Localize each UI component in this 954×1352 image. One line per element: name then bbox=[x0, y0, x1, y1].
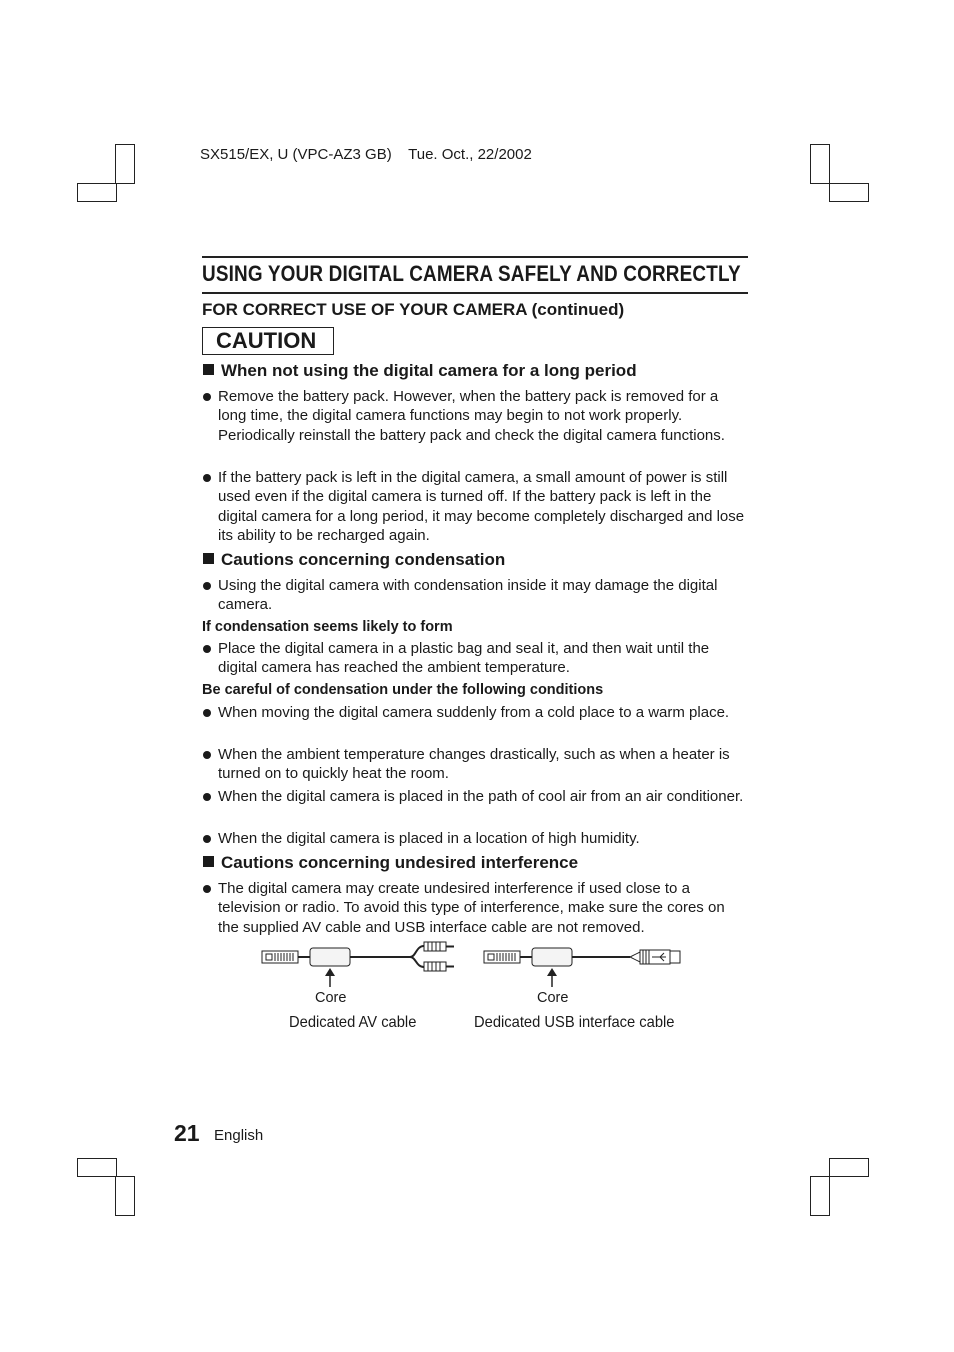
bullet-item bbox=[203, 639, 748, 678]
bullet-text: When the ambient temperature changes drastically, such as when a heater is turned on to quickly heat the room. bbox=[218, 746, 730, 783]
usb-cable-caption: Dedicated USB interface cable bbox=[474, 1014, 675, 1031]
bullet-dot-icon bbox=[203, 709, 211, 717]
document-reference: SX515/EX, U (VPC-AZ3 GB) Tue. Oct., 22/2002 bbox=[200, 146, 532, 163]
crop-mark-top-left-horizontal bbox=[77, 183, 117, 202]
bullet-item bbox=[203, 745, 748, 784]
bullet-dot-icon bbox=[203, 793, 211, 801]
bullet-text: If the battery pack is left in the digital camera, a small amount of power is still used even if the digital camera is turned off. If the battery pack is left in the digital camera for a long period, it may become completely discharged and lose its ability to be recharged again. bbox=[218, 469, 745, 545]
bullet-dot-icon bbox=[203, 885, 211, 893]
av-cable-illustration bbox=[258, 940, 464, 990]
bullet-dot-icon bbox=[203, 835, 211, 843]
bullet-item bbox=[203, 787, 748, 806]
crop-mark-top-left-vertical bbox=[115, 144, 135, 184]
av-core-icon bbox=[310, 948, 350, 966]
crop-mark-top-right-horizontal bbox=[829, 183, 869, 202]
subheading-condensation-likely: If condensation seems likely to form bbox=[202, 619, 453, 635]
crop-mark-bottom-left-horizontal bbox=[77, 1158, 117, 1177]
bullet-item bbox=[203, 576, 748, 615]
square-bullet-icon bbox=[203, 553, 214, 564]
rca-plug-icon bbox=[424, 962, 446, 971]
bullet-text: Place the digital camera in a plastic bag and seal it, and then wait until the digital camera has reached the ambient temperature. bbox=[218, 640, 710, 677]
heading-interference bbox=[203, 853, 578, 873]
bullet-dot-icon bbox=[203, 645, 211, 653]
bullet-dot-icon bbox=[203, 474, 211, 482]
bullet-item bbox=[203, 468, 748, 546]
usb-core-icon bbox=[532, 948, 572, 966]
bullet-dot-icon bbox=[203, 582, 211, 590]
arrow-up-icon bbox=[547, 968, 557, 976]
heading-long-period bbox=[203, 361, 637, 381]
heading-text: Cautions concerning condensation bbox=[221, 550, 506, 569]
heading-text: When not using the digital camera for a long period bbox=[221, 361, 637, 380]
square-bullet-icon bbox=[203, 364, 214, 375]
language-label: English bbox=[214, 1127, 264, 1144]
crop-mark-bottom-right-vertical bbox=[810, 1176, 830, 1216]
bullet-text: The digital camera may create undesired interference if used close to a television or radio. To avoid this type of interference, make sure the cores on the supplied AV cable and USB interface cable are not removed. bbox=[218, 880, 725, 936]
title-bottom-rule bbox=[202, 292, 748, 294]
title-top-rule bbox=[202, 256, 748, 258]
bullet-dot-icon bbox=[203, 751, 211, 759]
page-number: 21 bbox=[174, 1120, 200, 1146]
av-core-label: Core bbox=[315, 990, 347, 1006]
subheading-condensation-conditions: Be careful of condensation under the following conditions bbox=[202, 682, 604, 698]
crop-mark-bottom-left-vertical bbox=[115, 1176, 135, 1216]
caution-box: CAUTION bbox=[202, 327, 334, 355]
bullet-text: Using the digital camera with condensation inside it may damage the digital camera. bbox=[218, 577, 718, 614]
bullet-item bbox=[203, 829, 748, 848]
usb-core-label: Core bbox=[537, 990, 569, 1006]
page-title: USING YOUR DIGITAL CAMERA SAFELY AND CORRECTLY bbox=[202, 261, 741, 286]
bullet-dot-icon bbox=[203, 393, 211, 401]
square-bullet-icon bbox=[203, 856, 214, 867]
bullet-text: When moving the digital camera suddenly from a cold place to a warm place. bbox=[218, 704, 730, 721]
arrow-up-icon bbox=[325, 968, 335, 976]
usb-cable-illustration bbox=[480, 940, 686, 990]
crop-mark-bottom-right-horizontal bbox=[829, 1158, 869, 1177]
bullet-item bbox=[203, 879, 748, 937]
bullet-text: When the digital camera is placed in the path of cool air from an air conditioner. bbox=[218, 788, 744, 805]
bullet-text: Remove the battery pack. However, when the battery pack is removed for a long time, the digital camera functions may begin to not work properly. Periodically reinstall the battery pack and check the digital camera functions. bbox=[218, 388, 725, 444]
heading-text: Cautions concerning undesired interference bbox=[221, 853, 579, 872]
bullet-item bbox=[203, 387, 748, 445]
section-subtitle: FOR CORRECT USE OF YOUR CAMERA (continued) bbox=[202, 300, 625, 319]
bullet-text: When the digital camera is placed in a location of high humidity. bbox=[218, 830, 640, 847]
heading-condensation bbox=[203, 550, 505, 570]
bullet-item bbox=[203, 703, 748, 722]
av-cable-caption: Dedicated AV cable bbox=[289, 1014, 417, 1031]
rca-plug-icon bbox=[424, 942, 446, 951]
crop-mark-top-right-vertical bbox=[810, 144, 830, 184]
